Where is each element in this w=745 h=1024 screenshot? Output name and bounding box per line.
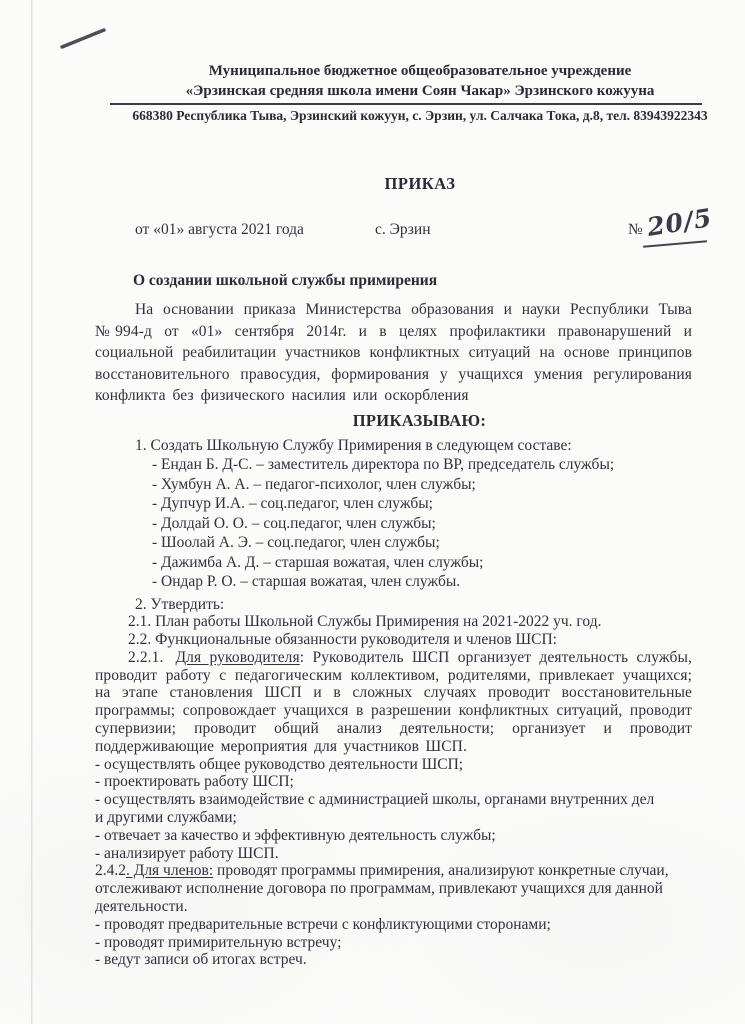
member-row: - Ендан Б. Д-С. – заместитель директора по ВР, председатель службы; <box>152 456 615 473</box>
clause-2-2-1-number: 2.2.1. <box>128 648 164 666</box>
order-word: ПРИКАЗЫВАЮ: <box>352 410 487 430</box>
org-name-line1: Муниципальное бюджетное общеобразовательное учреждение <box>208 63 632 79</box>
preamble-paragraph: На основании приказа Министерства образования и науки Республики Тыва №994-д от «01» сентября 2014г. и в целях профилактики правонарушений и социальной реабилитации участников конфликтных ситуаций на основе принципов восстановительного правосудия, формирования у учащихся умения регулирования конфликта без физического насилия или оскорбления <box>95 301 692 404</box>
clause-2-4-2-number: 2.4.2 <box>95 862 126 880</box>
meta-row <box>95 203 715 261</box>
member-duty-row: - проводят предварительные встречи с конфликтующими сторонами; <box>95 915 551 933</box>
org-address: 668380 Республика Тыва, Эрзинский кожуун, с. Эрзин, ул. Салчака Тока, д.8, тел. 83943922343 <box>132 108 708 123</box>
member-row: - Дупчур И.А. – соц.педагог, член службы; <box>152 495 433 512</box>
doc-title: ПРИКАЗ <box>384 174 456 193</box>
leader-duty-row: и другими службами; <box>95 809 237 827</box>
doc-place: с. Эрзин <box>375 221 431 238</box>
leader-duty-row: - отвечает за качество и эффективную деятельность службы; <box>95 826 496 844</box>
doc-number-sign: № <box>628 221 643 238</box>
leader-duty-row: - осуществлять взаимодействие с администрацией школы, органами внутренних дел <box>95 791 655 809</box>
doc-body <box>95 299 692 969</box>
leader-duty-row: - проектировать работу ШСП; <box>95 773 294 791</box>
scan-edge-line <box>31 0 33 1024</box>
member-row: - Хумбун А. А. – педагог-психолог, член службы; <box>152 475 476 493</box>
member-row: - Долдай О. О. – соц.педагог, член службы; <box>152 514 436 532</box>
clause-2-4-2-underlined-label: . Для членов: <box>126 862 214 880</box>
org-name-line2: «Эрзинская средняя школа имени Соян Чакар» Эрзинского кожууна <box>185 82 655 99</box>
clause-2-2-1-text: : Руководитель ШСП организует деятельность службы, проводит работу с педагогическим коллективом, родителями, привлекает учащихся; на этапе становления ШСП и в сложных случаях проводит восстановительные программы; сопровождает учащихся в разрешении конфликтных ситуаций, проводит супервизии; проводит общий анализ деятельности; организует и проводит поддерживающие мероприятия для участников ШСП. <box>95 648 692 755</box>
doc-date: от «01» августа 2021 года <box>135 221 304 238</box>
member-row: - Ондар Р. О. – старшая вожатая, член службы. <box>152 573 461 590</box>
clause-2-4-2-text: проводят программы примирения, анализируют конкретные случаи, отслеживают исполнение договора по программам, привлекают учащихся для данной деятельности. <box>95 862 669 916</box>
item-1-title: 1. Создать Школьную Службу Примирения в следующем составе: <box>135 436 572 454</box>
member-row: - Шоолай А. Э. – соц.педагог, член службы; <box>152 534 440 551</box>
section-2 <box>95 596 692 970</box>
leader-duty-row: - осуществлять общее руководство деятельности ШСП; <box>95 755 464 773</box>
clause-2-4-2 <box>95 862 692 915</box>
member-duty-row: - ведут записи об итогах встреч. <box>95 951 307 969</box>
clause-2-2-1-underlined-label: Для руководителя <box>175 648 300 666</box>
doc-number-handwritten: 20/5 <box>645 203 715 242</box>
clause-2-2-1 <box>95 649 692 756</box>
org-header <box>95 62 745 101</box>
item-2-title: 2. Утвердить: <box>135 595 225 613</box>
doc-subject: О создании школьной службы примирения <box>133 272 438 289</box>
header-rule <box>110 103 702 105</box>
clause-2-1: 2.1. План работы Школьной Службы Примирения на 2021-2022 уч. год. <box>128 613 602 631</box>
member-row: - Дажимба А. Д. – старшая вожатая, член службы; <box>152 553 484 571</box>
clause-2-2: 2.2. Функциональные обязанности руководителя и членов ШСП: <box>128 631 557 649</box>
pen-mark <box>55 22 111 54</box>
leader-duty-row: - анализирует работу ШСП. <box>95 844 279 862</box>
member-duty-row: - проводят примирительную встречу; <box>95 933 342 951</box>
